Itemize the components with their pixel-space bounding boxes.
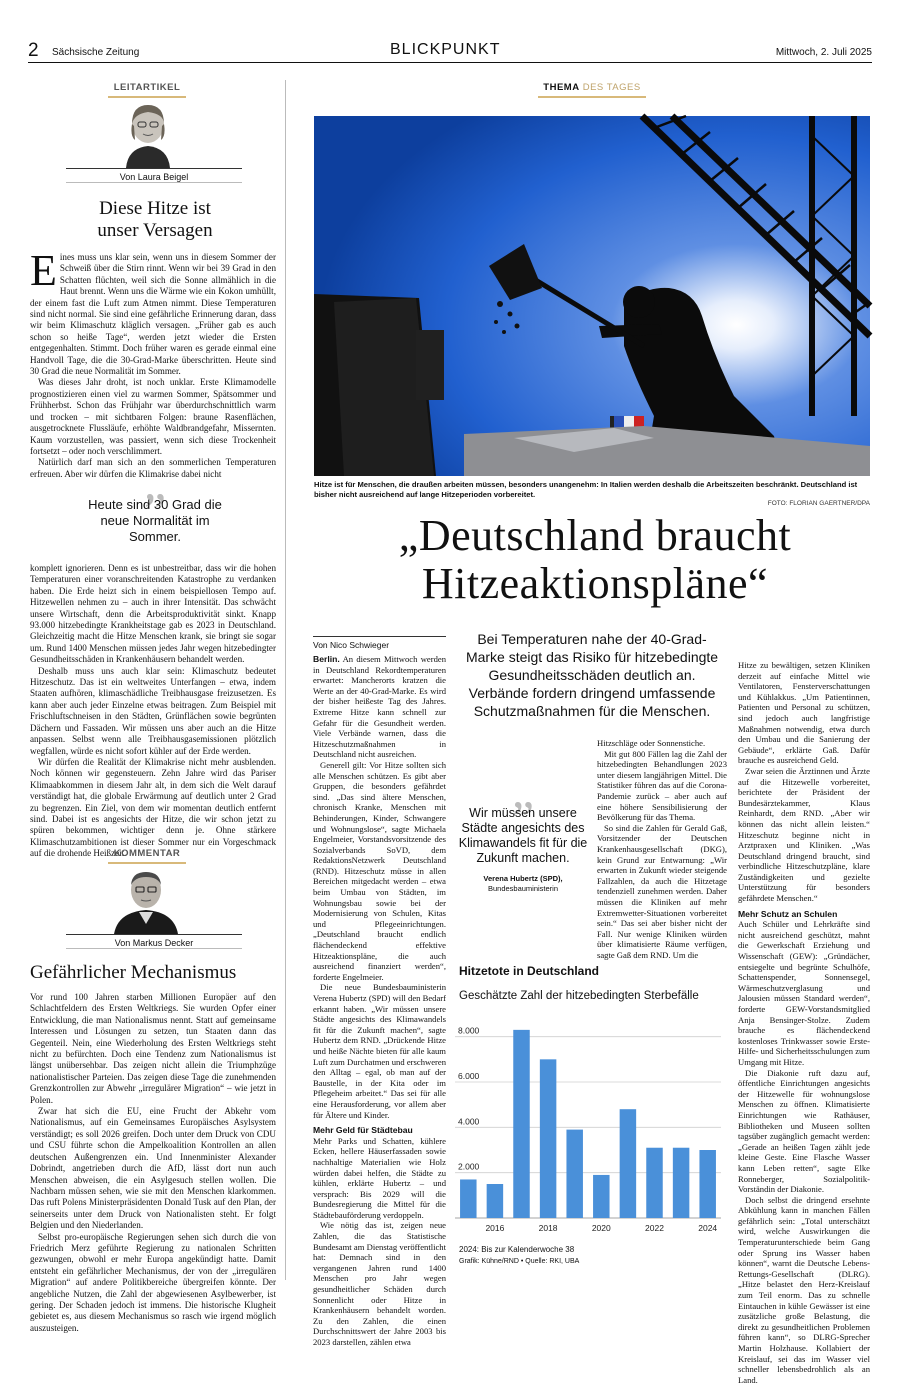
- byline-rule: [66, 168, 242, 169]
- dateline: Berlin.: [313, 654, 340, 664]
- lead-paragraph: Bei Temperaturen nahe der 40-Grad-Marke steigt das Risiko für hitzebedingte Gesundheitsschäden deutlich an. Verbände fordern dringend umfassende Schutzmaßnahmen für die Menschen.: [465, 631, 719, 719]
- leitartikel-para-3: Natürlich darf man sich an den sommerlichen Temperaturen erfreuen. Aber wir dürfen die Klimakrise dabei nicht: [30, 457, 276, 479]
- article-column-1: [313, 654, 446, 1347]
- thema-kicker: THEMA DES TAGES: [543, 82, 641, 93]
- author-portrait-laura-beigel: [112, 102, 184, 168]
- kommentar-title: Gefährlicher Mechanismus: [30, 962, 237, 983]
- quote-mark-icon: „: [511, 762, 535, 818]
- article-para-6: Hitzschläge oder Sonnenstiche.: [597, 738, 706, 748]
- leitartikel-body-top: [30, 246, 276, 479]
- bar: [620, 1109, 636, 1218]
- bar: [487, 1184, 503, 1218]
- subhead-staedtebau: Mehr Geld für Städtebau: [313, 1125, 413, 1136]
- kommentar-para-2: Zwar hat sich die EU, eine Frucht der Abkehr vom Nationalismus, auf ein Gemeinsames Europäisches Asylsystem verständigt; es soll 2026 greifen. Doch unter dem Druck von CDU und CSU führte schon die Ampelkoalition Kontrollen an allen deutschen Außengrenzen ein. Und Innenminister Alexander Dobrindt, angetrieben durch die AfD, lässt dort nun auch Menschen abweisen, die ein Asylgesuch stellen wollen. Die Nachbarn müssen sehen, wie sie mit den Menschen klarkommen. Das ruft Polens Ministerpräsidenten Donald Tusk auf den Plan, der seinerseits unter dem Druck von Nationalisten steht. Er folgt Belgien und den Niederlanden.: [30, 1106, 276, 1231]
- kicker-underline: [108, 862, 186, 864]
- leitartikel-para-1: Eines muss uns klar sein, wenn uns in diesem Sommer der Schweiß über die Stirn rinnt. Wenn wir bei 39 Grad in den Schatten flüchten, weil sich die Sonne allmählich in die Haut brennt. Wenn uns die Wärme wie ein Kokon umhüllt, der einem fast die Luft zum Atmen nimmt. Diese Temperaturen sind nicht normal. Sie sind eine gefährliche Erinnerung daran, dass wir beim Klimaschutz kläglich versagen. „Früher gab es auch schon so heiße Tage“, werden jetzt wieder die Ersten entgegenhalten. Stimmt. Doch früher waren es gerade einmal eine Handvoll Tage, die die 30-Grad-Marke überschritten. Heute sind 30 Grad die neue Normalität im Sommer.: [30, 246, 276, 377]
- article-pull-quote: Wir müssen unsere Städte angesichts des Klimawandels fit für die Zukunft machen.: [458, 806, 588, 865]
- byline-rule-bottom: [66, 948, 242, 949]
- article-para-3: Die neue Bundesbauministerin Verena Hubertz (SPD) will den Bedarf erkannt haben. „Wir müssen unsere Städte angesichts des Klimawandels fit für die Zukunft machen“, sagte Hubertz dem RND. „Drückende Hitze und heiße Nächte bieten für alle kaum Luft zum Durchatmen und erschweren den Alltag – egal, ob man auf der Baustelle, in der Kita oder im Pflegeheim arbeitet.“ Das sei für alle eine Herausforderung, vor allem aber für Ältere und Kinder.: [313, 982, 446, 1120]
- leitartikel-byline: Von Laura Beigel: [119, 172, 189, 182]
- thema-kicker-block: [538, 82, 646, 98]
- article-byline: Von Nico Schwieger: [313, 640, 390, 650]
- issue-date: Mittwoch, 2. Juli 2025: [775, 47, 872, 58]
- page-number: 2: [28, 40, 39, 61]
- kicker-underline: [538, 96, 646, 98]
- newspaper-name: Sächsische Zeitung: [52, 47, 140, 58]
- chart-source: Grafik: Kühne/RND • Quelle: RKI, UBA: [459, 1258, 580, 1265]
- chart-subtitle: Geschätzte Zahl der hitzebedingten Sterbefälle: [459, 990, 699, 1002]
- main-headline-line2: Hitzeaktionspläne“: [421, 559, 769, 608]
- bar: [699, 1150, 715, 1218]
- bar: [593, 1175, 609, 1218]
- dropcap: E: [30, 246, 57, 295]
- kommentar-kicker-block: [108, 848, 186, 864]
- main-headline-line1: „Deutschland braucht: [398, 511, 792, 560]
- main-headline: [300, 512, 890, 608]
- byline-rule: [66, 934, 242, 935]
- leitartikel-para-6: Wir dürfen die Realität der Klimakrise nicht mehr ausblenden. Noch können wir gegensteuern. Zehn Jahre wird das Pariser Klimaabkommen in diesem Jahr alt, in dem sich die Welt darauf verständigt hat, die globale Erwärmung auf deutlich unter 2 Grad zu begrenzen. Ein Ziel, von dem wir momentan deutlich entfernt sind. Dabei ist es angesichts der Hitze, die wir schon jetzt zu spüren bekommen, wichtiger denn je. Ohne stärkere Klimaschutzambitionen ist dieser Sommer nur ein Vorgeschmack auf die drohende Heißzeit.: [30, 756, 276, 859]
- leitartikel-kicker: LEITARTIKEL: [113, 82, 181, 93]
- y-tick-label: 4.000: [458, 1116, 480, 1127]
- kommentar-byline: Von Markus Decker: [114, 938, 194, 948]
- article-column-2: [597, 738, 727, 960]
- x-tick-label: 2016: [485, 1223, 505, 1233]
- column-divider: [285, 80, 286, 1280]
- leitartikel-title-line2: unser Versagen: [97, 220, 213, 241]
- x-tick-label: 2022: [645, 1223, 664, 1233]
- kommentar-body: [30, 992, 276, 1333]
- bar: [513, 1030, 529, 1218]
- leitartikel-title: [30, 198, 280, 242]
- header-rule: [28, 62, 872, 63]
- leitartikel-kicker-block: [108, 82, 186, 98]
- bar: [646, 1148, 662, 1218]
- kicker-underline: [108, 96, 186, 98]
- article-para-10: Zwar seien die Ärztinnen und Ärzte auf die Hitzewelle vorbereitet, berichtete der Präsident der Bundesärztekammer, Klaus Reinhardt, dem RND. „Aber wir können das nicht allein leisten.“ Hitzeschutz beginne nicht in Arztpraxen und Kliniken. „Was Deutschland dringend braucht, sind verbindliche Hitzeschutzpläne, klare Zuständigkeiten und gezielte Unterstützung für besonders gefährdete Menschen.“: [738, 765, 870, 904]
- byline-rule: [313, 636, 446, 637]
- leitartikel-title-line1: Diese Hitze ist: [99, 198, 211, 219]
- x-tick-label: 2020: [591, 1223, 611, 1233]
- chart-note: 2024: Bis zur Kalenderwoche 38: [459, 1245, 575, 1254]
- leitartikel-para-2: Was dieses Jahr droht, ist noch unklar. Erste Klimamodelle prognostizieren einen viel zu warmen Sommer, Spätsommer und Frühherbst. Schon das Frühjahr war überdurchschnittlich warm und trocken – mit sichtbaren Folgen: braune Rasenflächen, ausgetrocknete Flussläufe, erhöhte Waldbrandgefahr, Missernten. Kaum vorzustellen, was passiert, wenn sich diese Trockenheit fortsetzt – oder noch verschlimmert.: [30, 377, 276, 456]
- y-tick-label: 8.000: [458, 1025, 480, 1036]
- article-para-5: Wie nötig das ist, zeigen neue Zahlen, die das Statistische Bundesamt am Dienstag veröffentlicht hat: Demnach sind in den vergangenen Jahren rund 1400 Menschen pro Jahr wegen gesundheitlicher Schäden durch Sonnenlicht oder Hitze in Krankenhäusern behandelt worden. Zu den Zahlen, die einen Durchschnittswert der Jahre 2003 bis 2023 darstellen, zählen etwa: [313, 1220, 446, 1347]
- article-para-7: Mit gut 800 Fällen lag die Zahl der hitzebedingten Behandlungen 2023 unter diesem langjährigen Mittel. Die Statistiker führen das auf die Corona-Pandemie zurück – aber auch auf eine höhere Sensibilisierung der Bevölkerung für das Thema.: [597, 748, 727, 823]
- kommentar-para-1: Vor rund 100 Jahren starben Millionen Europäer auf den Schlachtfeldern des Ersten Weltkriegs. Sie wurden Opfer einer Entwicklung, die man Nationalismus nennt. Statt auf gemeinsame Interessen und Lösungen zu setzen, tun Staaten dann das Gegenteil. Nein, eine Wiederholung des Ersten Weltkriegs steht nicht zu befürchten. Doch eine Tendenz zum Nationalismus ist längst unübersehbar. Das zeigen nicht allein die Triumphzüge nationalistischer Parteien. Das zeigen diese Tage die zunehmenden Grenzkontrollen zur Abwehr „irregulärer Migration“ – wie jetzt in Polen.: [30, 992, 276, 1105]
- bar: [460, 1179, 476, 1218]
- quote-attribution-name: Verena Hubertz (SPD),: [483, 874, 563, 883]
- section-title: BLICKPUNKT: [390, 41, 501, 58]
- quote-attribution-role: Bundesbauministerin: [487, 884, 559, 893]
- subhead-schulen: Mehr Schutz an Schulen: [738, 908, 838, 919]
- leitartikel-pull-quote: Heute sind 30 Grad die neue Normalität im Sommer.: [88, 497, 222, 544]
- quote-mark-icon: „: [143, 454, 167, 510]
- photo-credit: FOTO: FLORIAN GAERTNER/DPA: [767, 500, 870, 507]
- article-para-11: Auch Schüler und Lehrkräfte sind nicht ausreichend geschützt, mahnt die Gewerkschaft Erziehung und Wissenschaft (GEW): „Gründächer, entsiegelte und begrünte Schulhöfe, Schattenspender, Sonnensegel, Wärmeschutzverglasung und Jalousien müssen Standard werden“, forderte GEW-Vorstandsmitglied Anja Bensinger-Stolze. Zudem brauche es flächendeckend kostenloses Trinkwasser sowie Erste-Hilfe- und Sicherheitsschulungen zum Umgang mit Hitze.: [738, 919, 870, 1067]
- article-column-3: [738, 660, 870, 1385]
- chart-title: Hitzetote in Deutschland: [459, 964, 600, 978]
- article-para-8: So sind die Zahlen für Gerald Gaß, Vorsitzender der Deutschen Krankenhausgesellschaft (DKG), kein Grund zur Entwarnung: „Wir erwarten in Zukunft wieder steigende Fallzahlen, da auch die Hitzetage tendenziell zunehmen werden. Daher müssen die Kliniken auf mehr Extremwetter-Situationen vorbereitet sein.“ Das sei aber bisher nicht der Fall. Nur wenige Kliniken würden über klimatisierte Räume verfügen, sagte Gaß dem RND. Um die: [597, 822, 727, 960]
- bar: [566, 1130, 582, 1218]
- article-para-2: Generell gilt: Vor Hitze sollten sich alle Menschen schützen. Es gibt aber Gruppen, die besonders gefährdet sind. „Das sind ältere Menschen, chronisch Kranke, Menschen mit Behinderungen, Kinder, Schwangere und Wohnungslose“, sagte Michaela Engelmeier, Vorstandsvorsitzende des Sozialverbands SoVD, dem RedaktionsNetzwerk Deutschland (RND). Hitzeschutz müsse in allen Bereichen mitgedacht werden – etwa beim Umbau von Städten, im Wohnungsbau sowie bei der Modernisierung von Schulen, Kitas und Pflegeeinrichtungen. „Deutschland braucht endlich flächendeckend effektive Hitzeaktionspläne, die auch ausreichend finanziert werden“, forderte Engelmeier.: [313, 759, 446, 982]
- y-tick-label: 2.000: [458, 1161, 480, 1172]
- kommentar-para-3: Selbst pro-europäische Regierungen sehen sich durch die von Friedrich Merz geführte Regierung zu nationalen Schritten gezwungen, obwohl er mehr Europa angekündigt hatte. Damit entsteht ein gefährlicher Mechanismus, der von der „irregulären Migration“ auf andere Politikbereiche übergreifen könnte. Der angebliche Nutzen, die Zahl der abgewiesenen Asylbewerber, ist gering. Der Schaden jedoch ist immens. Die historische Klugheit gebietet es, aus diesem Mechanismus so rasch wie irgend möglich auszusteigen.: [30, 1231, 276, 1333]
- x-tick-label: 2018: [538, 1223, 558, 1233]
- article-para-1: Berlin. An diesem Mittwoch werden in Deutschland Rekordtemperaturen erwartet: Mancherorts kratzen die Werte an der 40-Grad-Marke. Es wird der bisher heißeste Tag des Jahres. Extreme Hitze kann schnell zur Gefahr für die Gesundheit werden. Viele Verbände warnen, dass die Hitzeschutzmaßnahmen in Deutschland nicht ausreichen.: [313, 654, 446, 760]
- leitartikel-para-5: Deshalb muss uns auch klar sein: Klimaschutz bedeutet Hitzeschutz. Das ist ein weltweites Unterfangen – etwa, indem Staaten aufhören, klimaschädliche Treibhausgase freizusetzen. Es kann aber auch jeder Einzelne etwas beitragen. Zum Beispiel mit Frischluftschneisen in den Städten, Grünflächen sowie begrünten Dächern und Fassaden. Wir müssen uns aber auch an die Hitze anpassen. Selbst wenn alle Treibhausgasemissionen plötzlich wegfallen, würde es nicht sofort kühler auf der Erde werden.: [30, 665, 276, 756]
- leitartikel-para-4: komplett ignorieren. Denn es ist unbestreitbar, dass wir die hohen Temperaturen einer voranschreitenden Katastrophe zu verdanken haben. Die Erde heizt sich in einem beispiellosen Tempo auf. Hitzewellen nehmen zu – auch in ihrer Intensität. Das schwächt unsere Wirtschaft, denn die Arbeitsproduktivität sinkt. Knapp 93.000 hitzebedingte Krankheitstage gab es 2023 in Deutschland. Gleichzeitig macht die Hitze Menschen krank, sie bringt sie sogar um. Rund 1400 Menschen müssen jedes Jahr wegen hitzebedingter Gesundheitsschäden in Krankenhäusern behandelt werden.: [30, 563, 276, 665]
- y-tick-label: 6.000: [458, 1071, 480, 1081]
- author-portrait-markus-decker: [108, 868, 184, 934]
- bar: [540, 1059, 556, 1218]
- article-para-9: Hitze zu bewältigen, setzen Kliniken derzeit auf einfache Mittel wie Ventilatoren, Fensterverschattungen und Kühlakkus. „Um Patientinnen, Patienten und Personal zu schützen, sind jedoch auch langfristige Maßnahmen notwendig, etwa durch den Umbau und die Sanierung der Gebäude“, erklärte Gaß. Dafür brauche es ausreichend Geld.: [738, 660, 870, 766]
- hero-photo-construction-worker: [314, 116, 870, 476]
- article-para-13: Doch selbst die dringend ersehnte Abkühlung kann in manchen Fällen gefährlich sein: „Total unterschätzt wird, welche Auswirkungen die Temperaturunterschiede beim Gang oder Sprung ins Wasser haben können“, warnt die Deutsche Lebens-Rettungs-Gesellschaft (DLRG). „Hitze belastet den Herz-Kreislauf zum Teil enorm. Das zu schnelle Eintauchen in kühle Gewässer ist eine zusätzliche große Belastung, die direkt zu gesundheitlichen Problemen führen kann“, so DLRG-Sprecher Martin Holzhause. Kollabiert der Kreislauf, sei das im Wasser viel schneller lebensbedrohlich als an Land.: [738, 1194, 870, 1385]
- article-para-12: Die Diakonie ruft dazu auf, öffentliche Einrichtungen angesichts der Hitzewelle für wohnungslose Menschen zu öffnen. Klimatisierte Einrichtungen wie Rathäuser, Bibliotheken und Museen sollten tagsüber zugänglich gemacht werden: „Gerade an heißen Tagen zählt jede kleine Geste. Eine Flasche Wasser kann Leben retten“, sagte Elke Ronneberger, Sozialpolitik-Vorständin der Diakonie.: [738, 1067, 870, 1195]
- article-para-4: Mehr Parks und Schatten, kühlere Ecken, hellere Häuserfassaden sowie nachhaltige Materialien wie Holz würden dabei helfen, die Städte zu kühlen, erklärte Hubertz – und versprach: Bis 2029 will die Bundesregierung die Mittel für die Städtebauförderung verdoppeln.: [313, 1135, 446, 1220]
- kommentar-kicker: KOMMENTAR: [113, 848, 181, 859]
- x-tick-label: 2024: [698, 1223, 718, 1233]
- photo-caption: Hitze ist für Menschen, die draußen arbeiten müssen, besonders unangenehm: In Italien werden deshalb die Arbeitszeiten beschränkt. Deutschland ist bisher nicht ausreichend auf lange Hitzeperioden vorbereitet.: [314, 480, 858, 499]
- heat-deaths-bar-chart: [455, 1010, 725, 1238]
- byline-rule-bottom: [66, 182, 242, 183]
- bar: [673, 1148, 689, 1218]
